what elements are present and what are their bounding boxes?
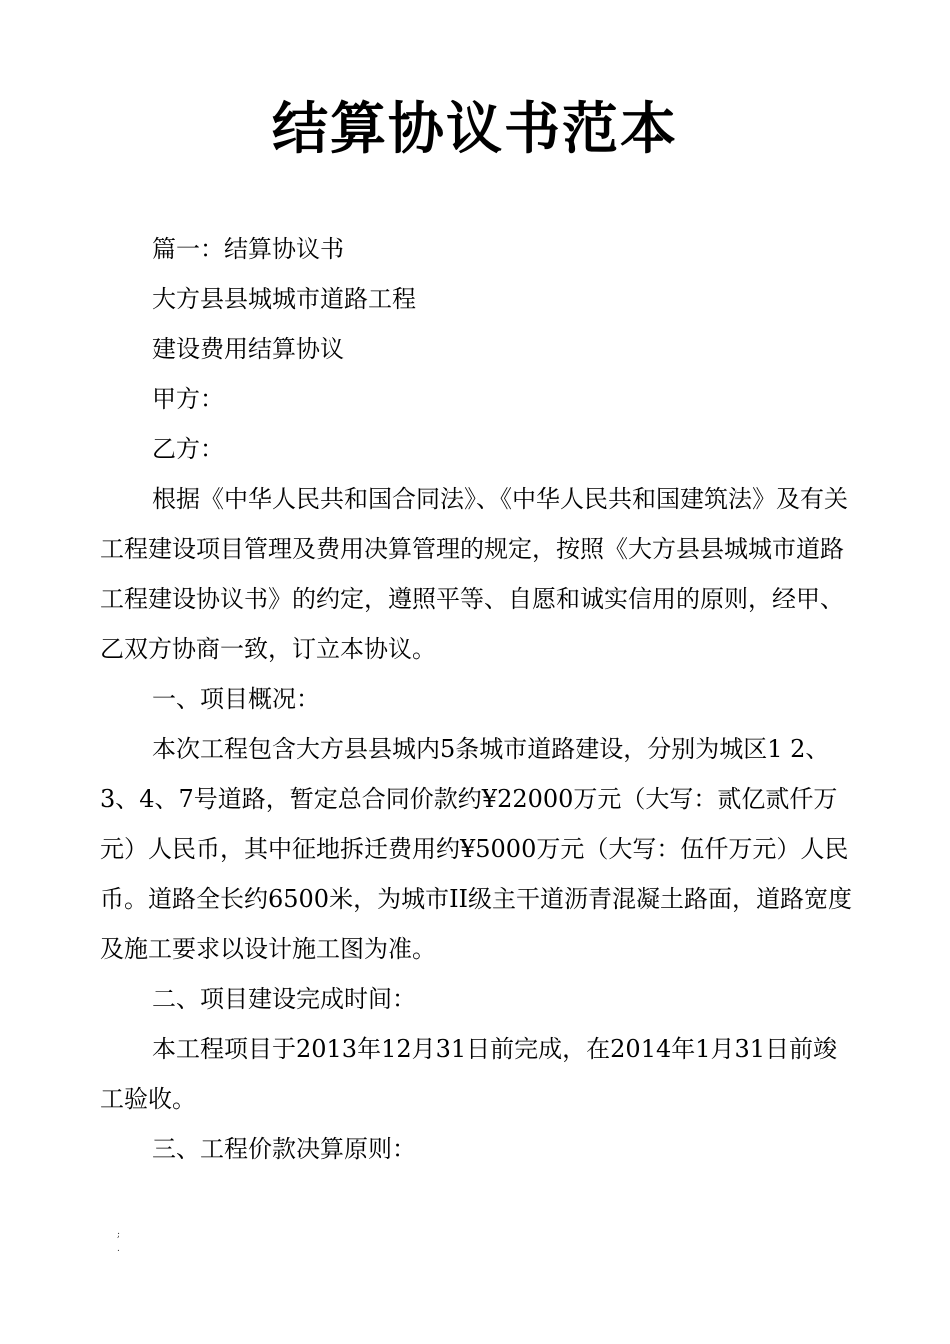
party-b-line: 乙方：: [152, 435, 224, 463]
document-title: 结算协议书范本: [272, 97, 678, 162]
footer-mark: ;: [117, 1230, 121, 1240]
completion-time-paragraph: 本工程项目于2013年12月31日前完成，在2014年1月31日前竣工验收。: [100, 1035, 838, 1113]
section-heading-part-one: 篇一：结算协议书: [152, 235, 344, 263]
agreement-name-line: 建设费用结算协议: [152, 335, 344, 363]
preamble-paragraph: 根据《中华人民共和国合同法》、《中华人民共和国建筑法》及有关工程建设项目管理及费用决算管理的规定，按照《大方县县城城市道路工程建设协议书》的约定，遵照平等、自愿和诚实信用的原则，经甲、乙双方协商一致，订立本协议。: [100, 485, 848, 663]
footer-mark: .: [117, 1244, 120, 1254]
document-body: [100, 224, 860, 1174]
section-heading-project-overview: 一、项目概况：: [152, 685, 320, 713]
project-overview-paragraph: 本次工程包含大方县县城内5条城市道路建设，分别为城区1 2、3、4、7号道路，暂定总合同价款约¥22000万元（大写：贰亿贰仟万元）人民币，其中征地拆迁费用约¥5000万元（大写：伍仟万元）人民币。道路全长约6500米，为城市II级主干道沥青混凝土路面，道路宽度及施工要求以设计施工图为准。: [100, 735, 853, 963]
footer-marks: [117, 1228, 120, 1256]
party-a-line: 甲方：: [152, 385, 224, 413]
project-name-line: 大方县县城城市道路工程: [152, 285, 416, 313]
section-heading-settlement-principles: 三、工程价款决算原则：: [152, 1135, 416, 1163]
section-heading-completion-time: 二、项目建设完成时间：: [152, 985, 416, 1013]
